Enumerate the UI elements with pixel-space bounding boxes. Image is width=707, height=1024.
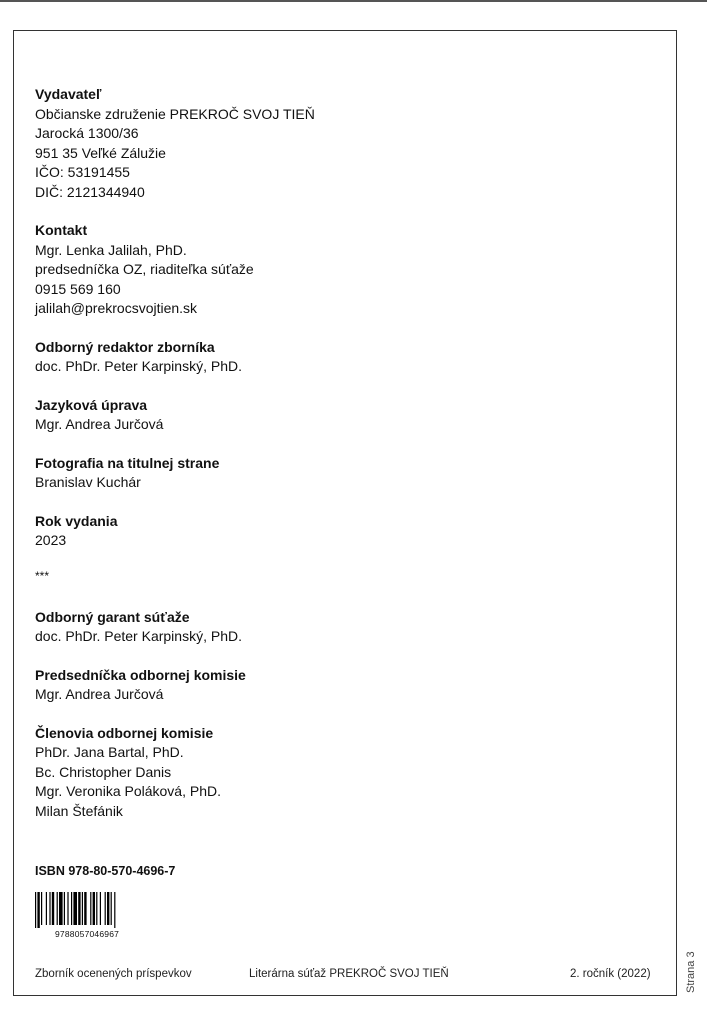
editor-block xyxy=(35,338,635,377)
member-line: Milan Štefánik xyxy=(35,802,123,819)
publisher-line: DIČ: 2121344940 xyxy=(35,183,145,200)
contact-heading: Kontakt xyxy=(35,222,88,238)
contact-line: Mgr. Lenka Jalilah, PhD. xyxy=(35,241,187,258)
member-line: Bc. Christopher Danis xyxy=(35,763,172,780)
contact-line: 0915 569 160 xyxy=(35,280,121,297)
chair-heading: Predsedníčka odbornej komisie xyxy=(35,666,246,683)
separator-stars: *** xyxy=(35,568,50,583)
members-block xyxy=(35,724,635,822)
publisher-line: 951 35 Veľké Zálužie xyxy=(35,144,166,161)
page-number: Strana 3 xyxy=(685,951,697,993)
publisher-line: Občianske združenie PREKROČ SVOJ TIEŇ xyxy=(35,105,315,122)
publisher-line: Jarocká 1300/36 xyxy=(35,125,139,141)
member-line: Mgr. Veronika Poláková, PhD. xyxy=(35,783,221,799)
cover-photo-line: Branislav Kuchár xyxy=(35,474,141,490)
contact-block xyxy=(35,221,635,319)
member-line: PhDr. Jana Bartal, PhD. xyxy=(35,744,184,760)
contact-email: jalilah@prekrocsvojtien.sk xyxy=(35,300,198,316)
editor-line: doc. PhDr. Peter Karpinský, PhD. xyxy=(35,358,242,374)
barcode-icon xyxy=(35,892,147,928)
publisher-heading: Vydavateľ xyxy=(35,86,102,102)
barcode-number: 9788057046967 xyxy=(55,929,120,939)
publisher-block xyxy=(35,85,635,202)
chair-line: Mgr. Andrea Jurčová xyxy=(35,686,164,702)
colophon xyxy=(35,85,635,840)
editor-heading: Odborný redaktor zborníka xyxy=(35,338,215,355)
year-line: 2023 xyxy=(35,532,67,548)
contact-line: predsedníčka OZ, riaditeľka súťaže xyxy=(35,261,254,277)
publisher-line: IČO: 53191455 xyxy=(35,164,130,180)
language-edit-block xyxy=(35,396,635,435)
footer-right: 2. ročník (2022) xyxy=(570,968,651,980)
guarantor-block xyxy=(35,608,635,647)
guarantor-line: doc. PhDr. Peter Karpinský, PhD. xyxy=(35,628,242,644)
top-rule xyxy=(0,0,707,2)
footer-center: Literárna súťaž PREKROČ SVOJ TIEŇ xyxy=(249,968,449,980)
year-heading: Rok vydania xyxy=(35,512,118,529)
cover-photo-heading: Fotografia na titulnej strane xyxy=(35,454,220,471)
language-edit-heading: Jazyková úprava xyxy=(35,396,148,413)
members-heading: Členovia odbornej komisie xyxy=(35,724,214,741)
footer-left: Zborník ocenených príspevkov xyxy=(35,968,192,980)
language-edit-line: Mgr. Andrea Jurčová xyxy=(35,416,164,432)
cover-photo-block xyxy=(35,454,635,493)
chair-block xyxy=(35,666,635,705)
guarantor-heading: Odborný garant súťaže xyxy=(35,608,190,625)
isbn-label: ISBN 978-80-570-4696-7 xyxy=(35,864,176,878)
year-block xyxy=(35,512,635,551)
